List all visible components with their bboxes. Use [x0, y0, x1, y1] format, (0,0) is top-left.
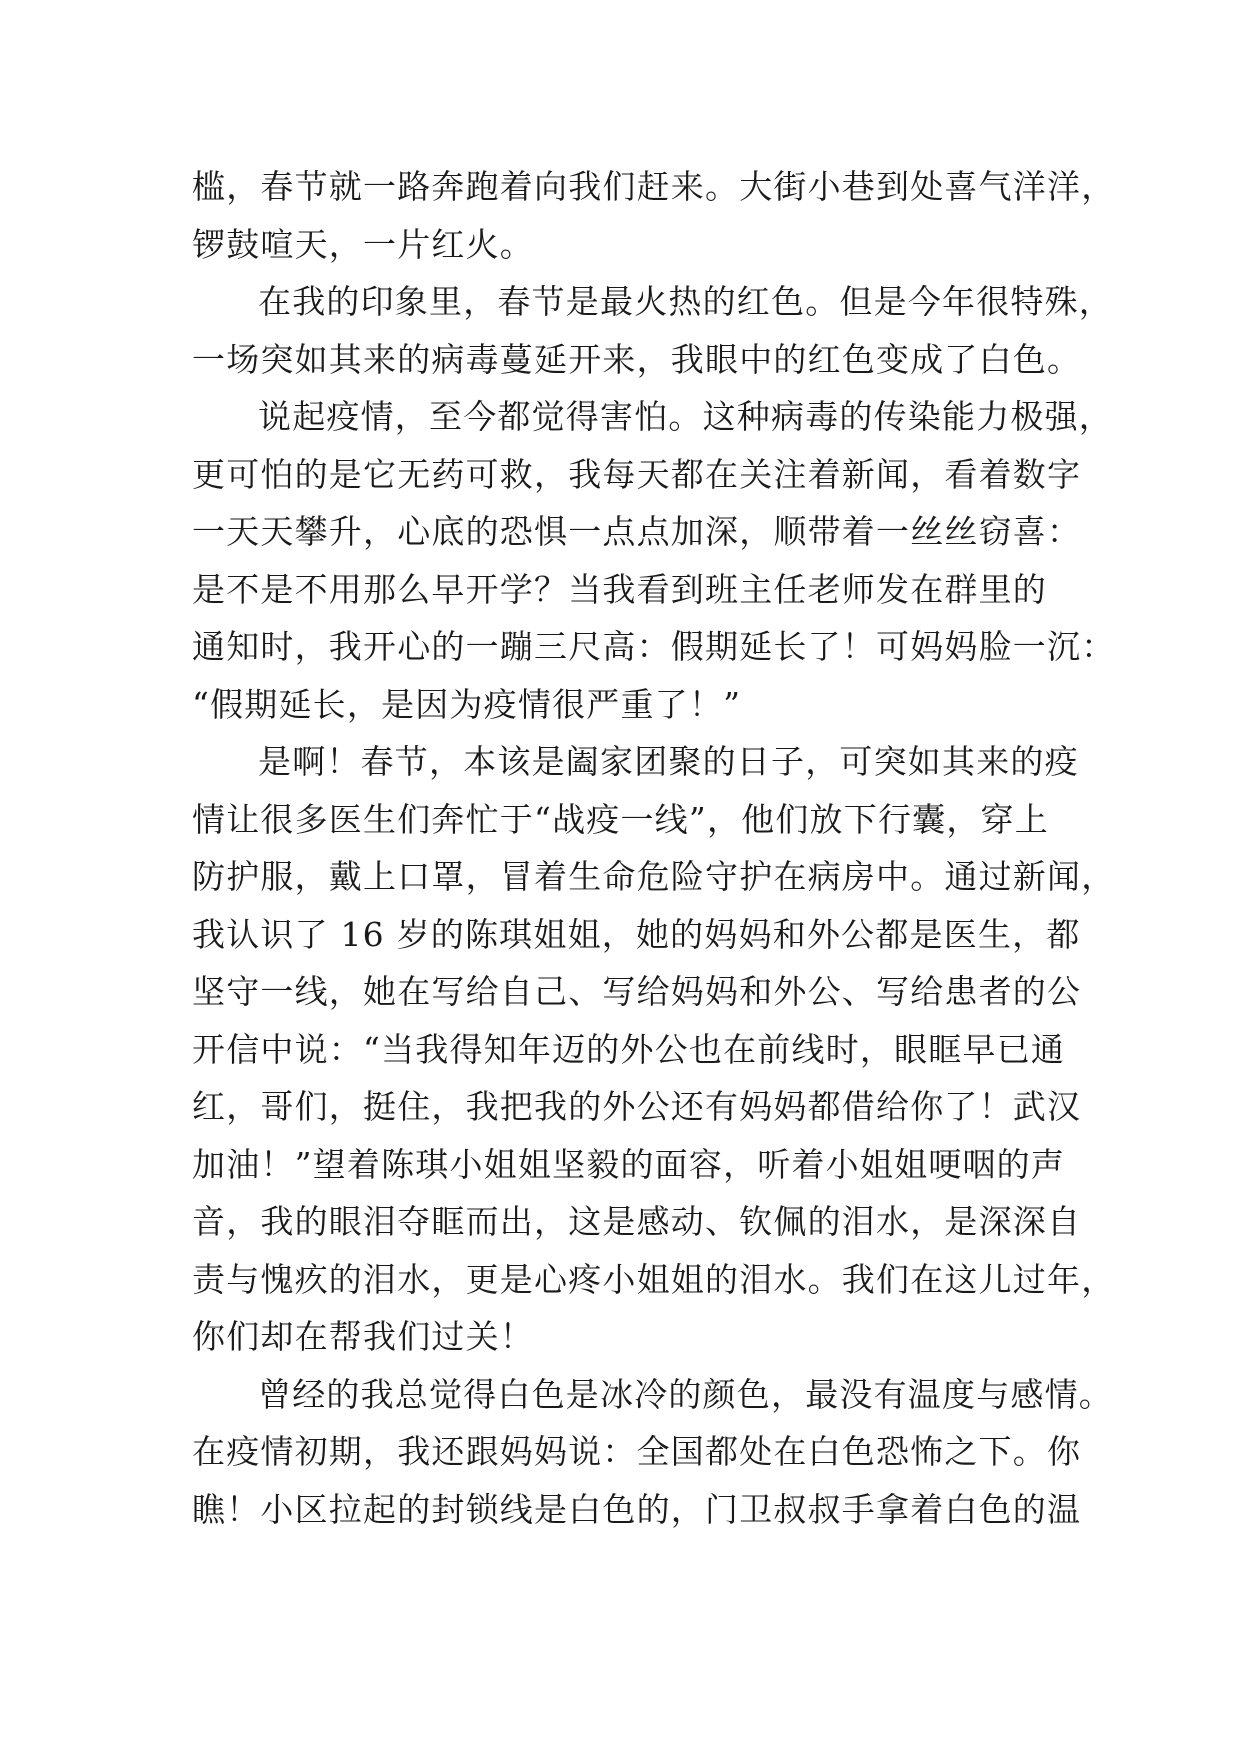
text-line: 一场突如其来的病毒蔓延开来，我眼中的红色变成了白色。 — [192, 339, 1082, 379]
text-line: 通知时，我开心的一蹦三尺高：假期延长了！可妈妈脸一沉： — [192, 627, 1116, 666]
text-line: 情让很多医生们奔忙于“战疫一线”，他们放下行囊，穿上 — [192, 799, 1049, 839]
text-line: 你们却在帮我们过关！ — [192, 1317, 534, 1356]
text-line: 开信中说：“当我得知年迈的外公也在前线时，眼眶早已通 — [192, 1029, 1066, 1069]
text-line: 坚守一线，她在写给自己、写给妈妈和外公、写给患者的公 — [192, 972, 1082, 1011]
text-line: 我认识了 16 岁的陈琪姐姐，她的妈妈和外公都是医生，都 — [192, 914, 1081, 954]
text-line: 防护服，戴上口罩，冒着生命危险守护在病房中。通过新闻， — [192, 857, 1116, 896]
text-line: 曾经的我总觉得白色是冰冷的颜色，最没有温度与感情。 — [258, 1374, 1113, 1414]
text-line: 是不是不用那么早开学？当我看到班主任老师发在群里的 — [192, 569, 1047, 609]
text-line: 责与愧疚的泪水，更是心疼小姐姐的泪水。我们在这儿过年， — [192, 1259, 1116, 1299]
text-line: “假期延长，是因为疫情很严重了！” — [192, 684, 742, 724]
text-line: 瞧！小区拉起的封锁线是白色的，门卫叔叔手拿着白色的温 — [192, 1489, 1082, 1529]
text-line: 槛，春节就一路奔跑着向我们赶来。大街小巷到处喜气洋洋， — [192, 167, 1116, 206]
text-line: 加油！”望着陈琪小姐姐坚毅的面容，听着小姐姐哽咽的声 — [192, 1144, 1066, 1184]
text-line: 锣鼓喧天，一片红火。 — [192, 224, 534, 264]
text-line: 音，我的眼泪夺眶而出，这是感动、钦佩的泪水，是深深自 — [192, 1202, 1082, 1241]
text-line: 是啊！春节，本该是阖家团聚的日子，可突如其来的疫 — [258, 742, 1079, 781]
text-line: 更可怕的是它无药可救，我每天都在关注着新闻，看着数字 — [192, 454, 1082, 494]
text-line: 一天天攀升，心底的恐惧一点点加深，顺带着一丝丝窃喜： — [192, 512, 1082, 551]
text-line: 红，哥们，挺住，我把我的外公还有妈妈都借给你了！武汉 — [192, 1087, 1082, 1126]
text-line: 在我的印象里，春节是最火热的红色。但是今年很特殊， — [258, 282, 1113, 321]
document-body — [192, 158, 1116, 1538]
text-line: 在疫情初期，我还跟妈妈说：全国都处在白色恐怖之下。你 — [192, 1432, 1082, 1471]
text-line: 说起疫情，至今都觉得害怕。这种病毒的传染能力极强， — [258, 397, 1113, 436]
